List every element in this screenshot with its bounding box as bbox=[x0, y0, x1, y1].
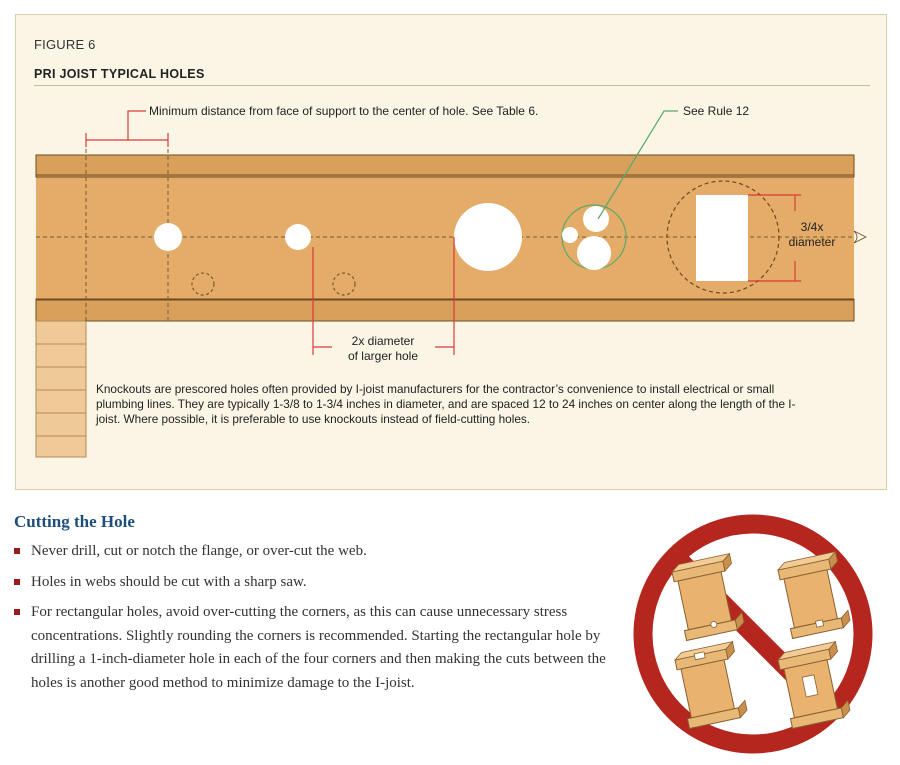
cutting-rules-list bbox=[14, 540, 612, 702]
cluster-hole-top bbox=[583, 206, 609, 232]
list-item-text: Holes in webs should be cut with a sharp saw. bbox=[31, 573, 307, 590]
bullet-icon bbox=[14, 579, 20, 585]
break-mark bbox=[854, 231, 866, 243]
list-item bbox=[14, 540, 612, 564]
cluster-hole-small bbox=[562, 227, 578, 243]
two-x-label-line2: of larger hole bbox=[347, 349, 419, 363]
rectangular-hole bbox=[696, 195, 748, 281]
list-item bbox=[14, 601, 612, 695]
min-distance-label: Minimum distance from face of support to the center of hole. See Table 6. bbox=[149, 104, 539, 118]
joist-top-flange bbox=[36, 155, 854, 177]
figure-number: FIGURE 6 bbox=[34, 37, 96, 52]
bullet-icon bbox=[14, 609, 20, 615]
figure-panel bbox=[15, 14, 887, 490]
small-hole-1 bbox=[154, 223, 182, 251]
see-rule-label: See Rule 12 bbox=[683, 104, 750, 118]
large-hole bbox=[454, 203, 522, 271]
figure-title: PRI JOIST TYPICAL HOLES bbox=[34, 67, 205, 81]
cluster-hole-bottom bbox=[577, 236, 611, 270]
list-item-text: Never drill, cut or notch the flange, or over-cut the web. bbox=[31, 543, 367, 559]
support-block bbox=[36, 321, 86, 457]
bullet-icon bbox=[14, 548, 20, 554]
small-hole-2 bbox=[285, 224, 311, 250]
section-title: Cutting the Hole bbox=[14, 512, 135, 531]
list-item-text: For rectangular holes, avoid over-cutting the corners, as this can cause unnecessary stress concentrations. Slightly rounding the corners is recommended. Starting the rectangular hole by drilling a 1-inch-diameter hole in each of the four corners and then making the cuts between the holes is another good method to minimize damage to the I-joist. bbox=[31, 604, 606, 691]
figure-caption: Knockouts are prescored holes often provided by I-joist manufacturers for the contractor’s convenience to install electrical or small plumbing lines. They are typically 1-3/8 to 1-3/4 inches in diameter, and are spaced 12 to 24 inches on center along the length of the I-joist. Where possible, it is preferable to use knockouts instead of field-cutting holes. bbox=[96, 382, 796, 426]
list-item bbox=[14, 571, 612, 595]
three-quarter-label-line1: 3/4x bbox=[800, 220, 824, 234]
three-quarter-label-line2: diameter bbox=[788, 235, 836, 249]
joist-bottom-flange bbox=[36, 299, 854, 321]
prohibited-cuts-sign bbox=[620, 510, 890, 760]
two-x-label-line1: 2x diameter bbox=[351, 334, 415, 348]
